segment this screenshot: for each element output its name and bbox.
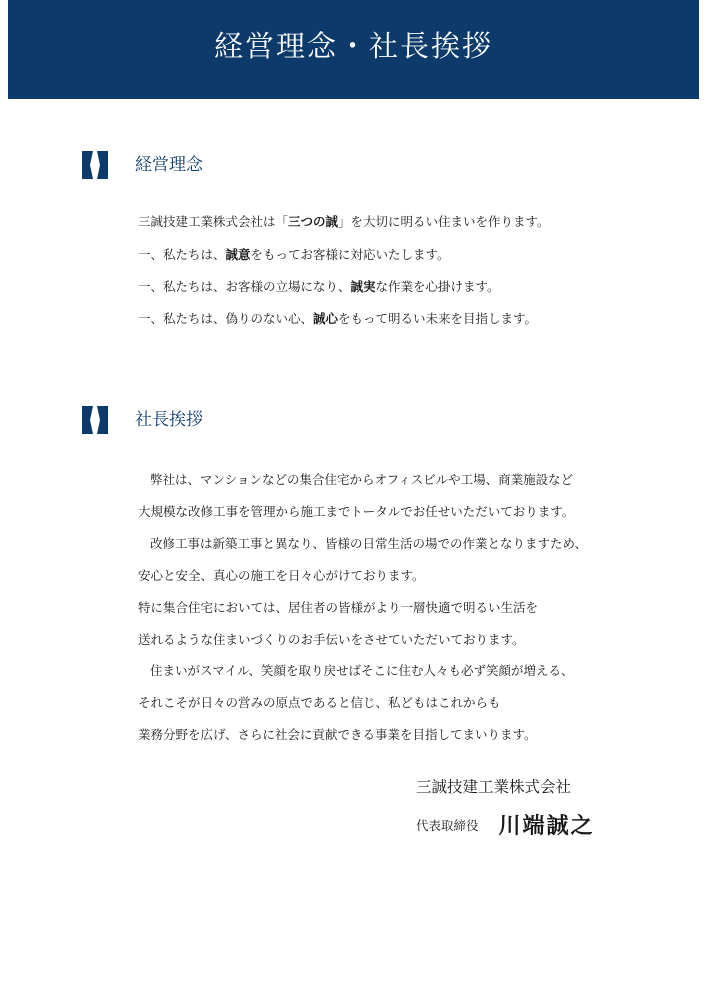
philosophy-item: 一、私たちは、誠意をもってお客様に対応いたします。 — [138, 247, 450, 262]
philosophy-item: 一、私たちは、偽りのない心、誠心をもって明るい未来を目指します。 — [138, 311, 538, 326]
philosophy-intro: 三誠技建工業株式会社は「三つの誠」を大切に明るい住まいを作ります。 — [138, 214, 550, 229]
message-line: 改修工事は新築工事と異なり、皆様の日常生活の場での作業となりますため、 — [150, 536, 588, 551]
philosophy-heading — [82, 151, 203, 179]
message-line: 住まいがスマイル、笑顔を取り戻せばそこに住む人々も必ず笑顔が増える、 — [150, 663, 574, 678]
message-line: 弊社は、マンションなどの集合住宅からオフィスビルや工場、商業施設など — [150, 472, 574, 487]
company-logo-icon — [82, 406, 108, 434]
signer-title: 代表取締役 — [416, 818, 479, 833]
signer-name: 川端誠之 — [498, 813, 595, 839]
page-title: 経営理念・社長挨拶 — [213, 29, 493, 63]
message-line: 大規模な改修工事を管理から施工までトータルでお任せいただいております。 — [138, 504, 575, 519]
signature — [416, 812, 595, 840]
message-line: 特に集合住宅においては、居住者の皆様がより一層快適で明るい生活を — [138, 600, 539, 615]
message-line: 安心と安全、真心の施工を日々心がけております。 — [138, 568, 425, 583]
header-banner — [8, 0, 699, 99]
message-heading — [82, 406, 203, 434]
company-logo-icon — [82, 151, 108, 179]
message-line: それこそが日々の営みの原点であると信じ、私どもはこれからも — [138, 695, 501, 710]
company-name: 三誠技建工業株式会社 — [416, 778, 572, 796]
message-line: 業務分野を広げ、さらに社会に貢献できる事業を目指してまいります。 — [138, 727, 537, 742]
section-title-message: 社長挨拶 — [135, 410, 203, 430]
message-line: 送れるような住まいづくりのお手伝いをさせていただいております。 — [138, 632, 525, 647]
philosophy-item: 一、私たちは、お客様の立場になり、誠実な作業を心掛けます。 — [138, 279, 500, 294]
section-title-philosophy: 経営理念 — [135, 155, 203, 175]
